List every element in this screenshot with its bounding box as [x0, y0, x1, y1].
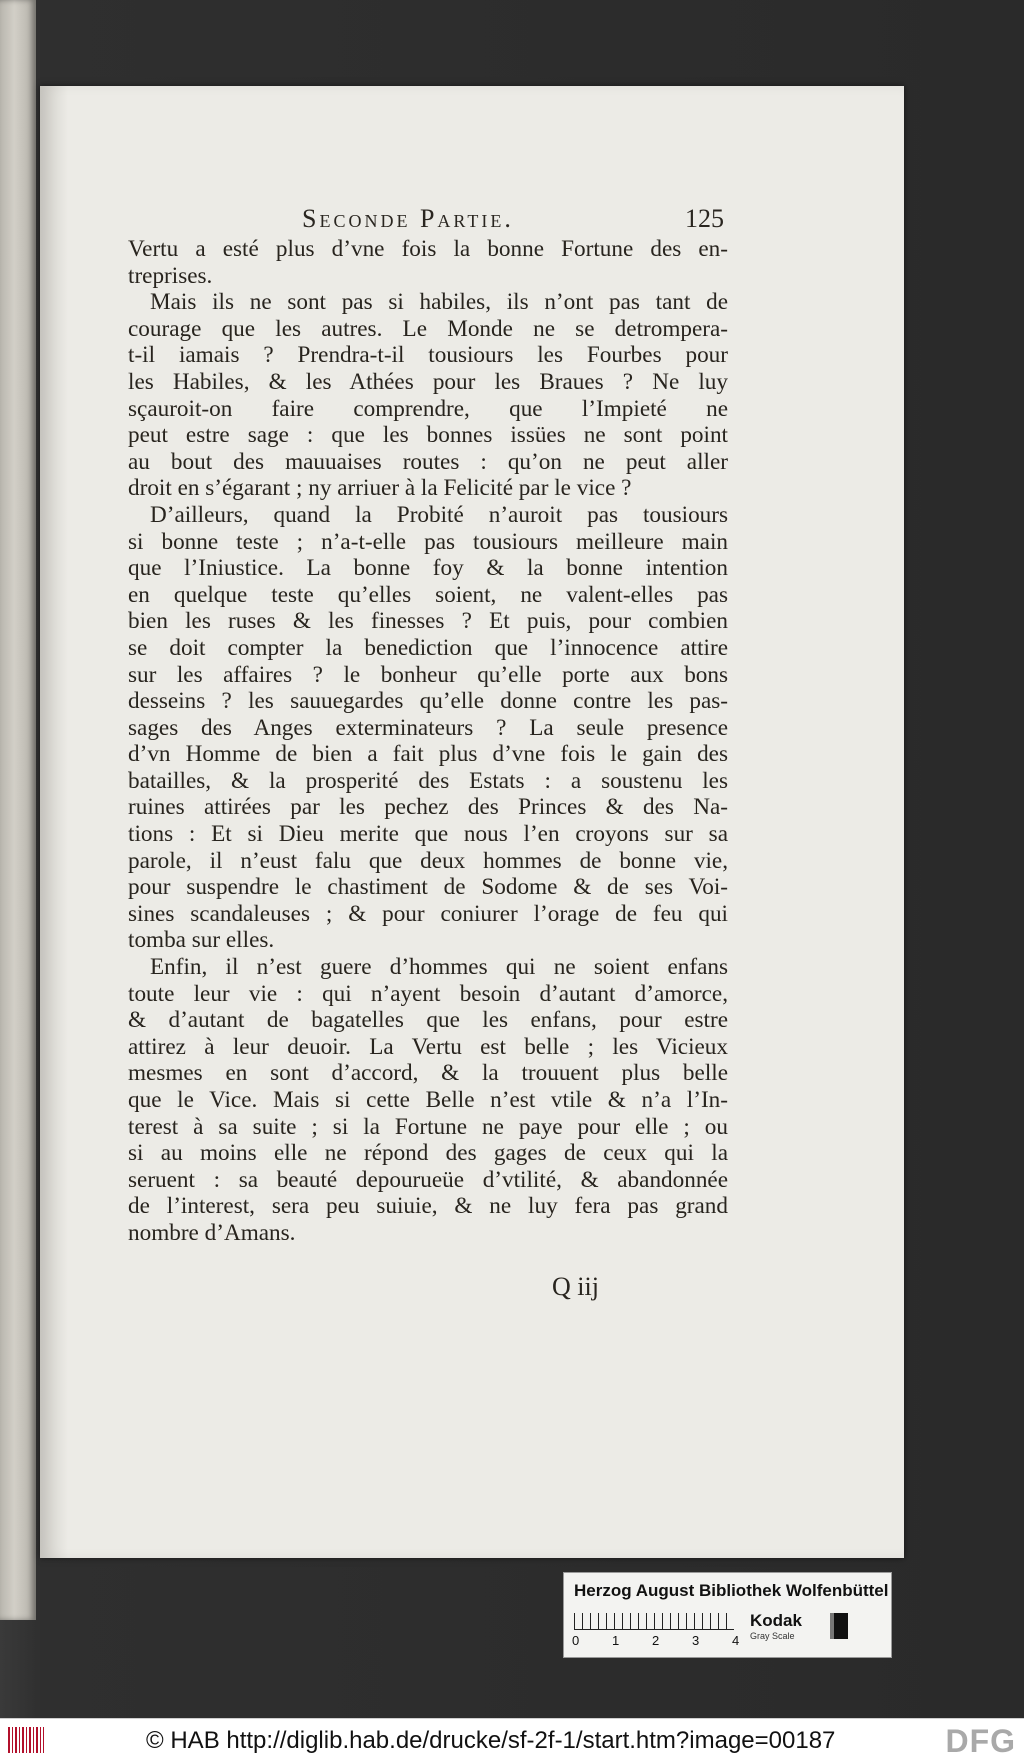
text-line: peut estre sage : que les bonnes issües ne sont point [128, 422, 728, 449]
text-line: tions : Et si Dieu merite que nous l’en croyons sur sa [128, 821, 728, 848]
text-line: D’ailleurs, quand la Probité n’auroit pas tousiours [150, 501, 728, 528]
scale-number: 4 [732, 1633, 740, 1648]
scale-ruler [574, 1613, 734, 1630]
dfg-logo: DFG [945, 1723, 1016, 1759]
scale-number: 3 [692, 1633, 700, 1648]
text-line: nombre d’Amans. [128, 1219, 296, 1246]
text-line: droit en s’égarant ; ny arriuer à la Felicité par le vice ? [128, 475, 632, 502]
barcode-icon [8, 1727, 44, 1753]
text-line: attirez à leur deuoir. La Vertu est belle ; les Vicieux [128, 1033, 728, 1060]
paragraph [128, 236, 728, 289]
institution-name: Herzog August Bibliothek Wolfenbüttel [574, 1581, 889, 1600]
text-line: sages des Anges exterminateurs ? La seule presence [128, 714, 728, 741]
text-line: en quelque teste qu’elles soient, ne valent-elles pas [128, 581, 728, 608]
text-line: desseins ? les sauuegardes qu’elle donne contre les pas- [128, 688, 728, 715]
text-line: au bout des mauuaises routes : qu’on ne peut aller [128, 448, 728, 475]
page-gutter-shadow [40, 86, 68, 1558]
text-line: pour suspendre le chastiment de Sodome & de ses Voi- [128, 874, 728, 901]
library-label [563, 1572, 892, 1658]
text-line: que l’Iniustice. La bonne foy & la bonne intention [128, 555, 728, 582]
scale-number: 0 [572, 1633, 580, 1648]
kodak-logo: Kodak [750, 1611, 802, 1630]
page-number: 125 [685, 204, 724, 233]
text-line: Mais ils ne sont pas si habiles, ils n’ont pas tant de [150, 289, 728, 316]
text-line: si bonne teste ; n’a-t-elle pas tousiours meilleure main [128, 528, 728, 555]
text-line: parole, il n’eust falu que deux hommes de bonne vie, [128, 847, 728, 874]
text-line: courage que les autres. Le Monde ne se detrompera- [128, 315, 728, 342]
text-block [128, 236, 728, 1247]
running-title: Seconde Partie. [302, 204, 514, 233]
footer-copyright-url[interactable]: © HAB http://diglib.hab.de/drucke/sf-2f-1/start.htm?image=00187 [146, 1727, 836, 1754]
text-line: de l’interest, sera peu suiuie, & ne luy fera pas grand [128, 1193, 728, 1220]
text-line: sines scandaleuses ; & pour coniurer l’orage de feu qui [128, 900, 728, 927]
text-line: ruines attirées par les pechez des Princes & des Na- [128, 794, 728, 821]
text-line: treprises. [128, 262, 213, 289]
running-head [132, 204, 724, 234]
text-line: se doit compter la benediction que l’innocence attire [128, 634, 728, 661]
signature-mark: Q iij [552, 1272, 599, 1301]
text-line: t-il iamais ? Prendra-t-il tousiours les Fourbes pour [128, 342, 728, 369]
text-line: sçauroit-on faire comprendre, que l’Impieté ne [128, 395, 728, 422]
text-line: si au moins elle ne répond des gages de ceux qui la [128, 1140, 728, 1167]
paragraph [128, 502, 728, 954]
scale-number: 2 [652, 1633, 660, 1648]
text-line: toute leur vie : qui n’ayent besoin d’autant d’amorce, [128, 980, 728, 1007]
paragraph [128, 954, 728, 1247]
text-line: & d’autant de bagatelles que les enfans, pour estre [128, 1007, 728, 1034]
text-line: sur les affaires ? le bonheur qu’elle porte aux bons [128, 661, 728, 688]
text-line: batailles, & la prosperité des Estats : a soustenu les [128, 767, 728, 794]
book-page [40, 86, 904, 1558]
footer-bar [0, 1718, 1024, 1760]
scale-number: 1 [612, 1633, 620, 1648]
text-line: les Habiles, & les Athées pour les Braues ? Ne luy [128, 368, 728, 395]
text-line: Vertu a esté plus d’vne fois la bonne Fortune des en- [128, 236, 728, 262]
text-line: mesmes en sont d’accord, & la trouuent plus belle [128, 1060, 728, 1087]
text-line: terest à sa suite ; si la Fortune ne paye pour elle ; ou [128, 1113, 728, 1140]
left-page-edge [0, 0, 36, 1620]
text-line: bien les ruses & les finesses ? Et puis, pour combien [128, 608, 728, 635]
text-line: que le Vice. Mais si cette Belle n’est vtile & n’a l’In- [128, 1087, 728, 1113]
gray-scale-patch [820, 1613, 848, 1639]
paragraph [128, 289, 728, 502]
text-line: seruent : sa beauté depourueüe d’vtilité, & abandonnée [128, 1166, 728, 1193]
gray-scale-label: Gray Scale [750, 1631, 795, 1641]
text-line: d’vn Homme de bien a fait plus d’vne fois le gain des [128, 741, 728, 768]
text-line: Enfin, il n’est guere d’hommes qui ne soient enfans [150, 954, 728, 981]
text-line: tomba sur elles. [128, 927, 275, 954]
